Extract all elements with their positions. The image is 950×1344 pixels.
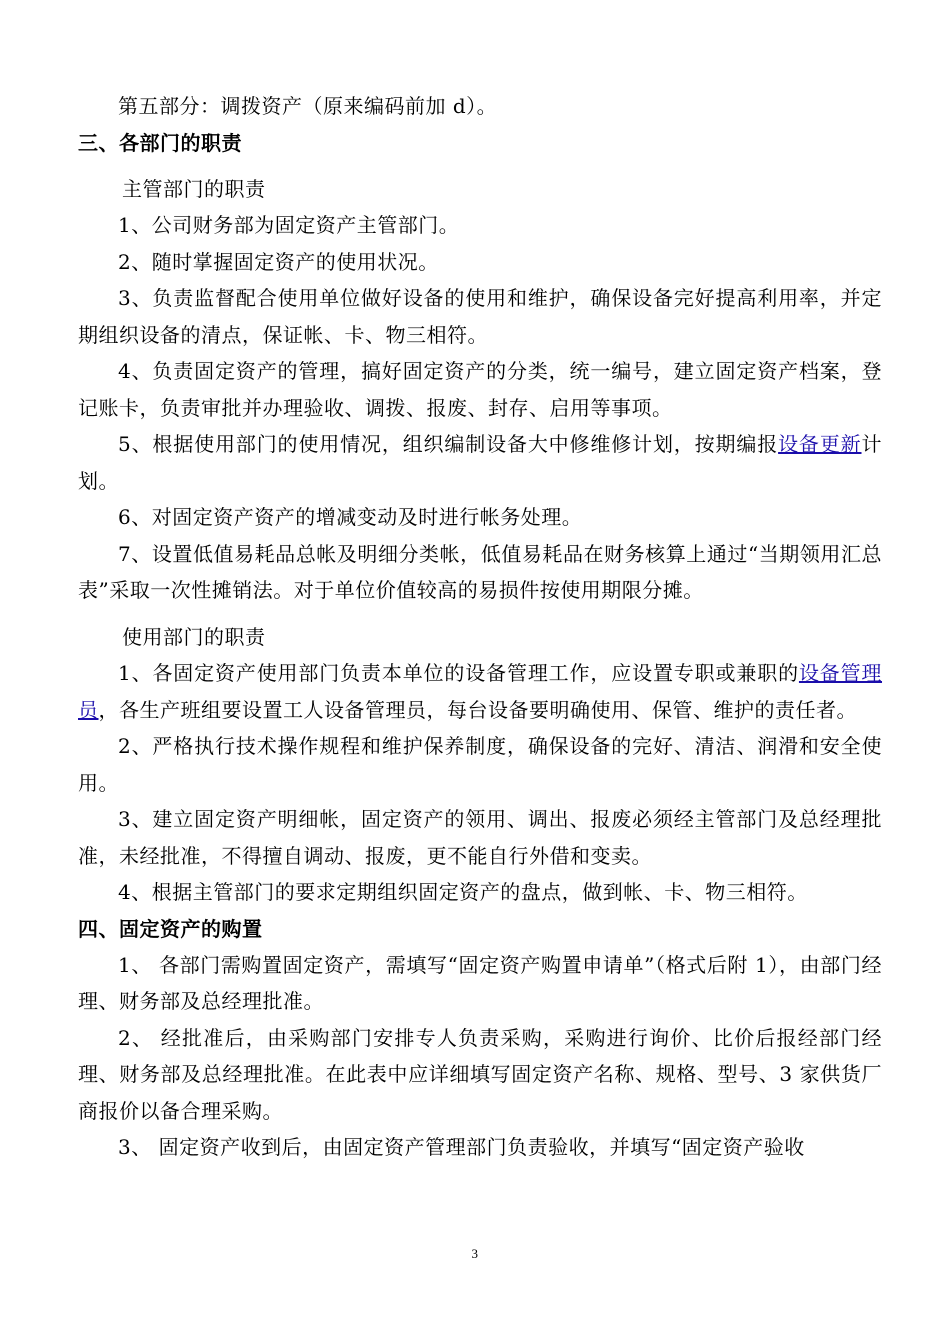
use-item-3: 3、建立固定资产明细帐，固定资产的领用、调出、报废必须经主管部门及总经理批准，未经批准，不得擅自调动、报废，更不能自行外借和变卖。 (78, 807, 882, 868)
paragraph-part5: 第五部分：调拨资产（原来编码前加 d）。 (118, 94, 498, 118)
main-item-1: 1、公司财务部为固定资产主管部门。 (118, 213, 460, 237)
section-heading-3: 三、各部门的职责 (78, 130, 242, 155)
main-item-5-text-b: 计划。 (78, 432, 882, 493)
use-item-1-text-a: 1、各固定资产使用部门负责本单位的设备管理工作，应设置专职或兼职的 (118, 661, 799, 685)
main-item-3: 3、负责监督配合使用单位做好设备的使用和维护，确保设备完好提高利用率，并定期组织设备的清点，保证帐、卡、物三相符。 (78, 286, 882, 347)
subheading-main-dept: 主管部门的职责 (122, 176, 266, 201)
main-item-2: 2、随时掌握固定资产的使用状况。 (118, 249, 439, 274)
equipment-update-link[interactable]: 设备更新 (778, 432, 862, 456)
use-item-2: 2、严格执行技术操作规程和维护保养制度，确保设备的完好、清洁、润滑和安全使用。 (78, 734, 882, 795)
use-item-1 (78, 655, 882, 728)
purchase-item-3: 3、 固定资产收到后，由固定资产管理部门负责验收，并填写“固定资产验收 (118, 1135, 805, 1159)
page-number: 3 (471, 1246, 479, 1261)
purchase-item-2: 2、 经批准后，由采购部门安排专人负责采购，采购进行询价、比价后报经部门经理、财务部及总经理批准。在此表中应详细填写固定资产名称、规格、型号、3 家供货厂商报价以备合理采购。 (78, 1025, 882, 1123)
use-item-1-text-b: ，各生产班组要设置工人设备管理员，每台设备要明确使用、保管、维护的责任者。 (98, 697, 857, 722)
purchase-item-1: 1、 各部门需购置固定资产，需填写“固定资产购置申请单”（格式后附 1），由部门经理、财务部及总经理批准。 (78, 952, 882, 1013)
equipment-manager-link[interactable]: 设备管理员 (78, 661, 883, 722)
use-item-4: 4、根据主管部门的要求定期组织固定资产的盘点，做到帐、卡、物三相符。 (118, 880, 808, 904)
subheading-use-dept: 使用部门的职责 (122, 624, 266, 649)
main-item-7: 7、设置低值易耗品总帐及明细分类帐，低值易耗品在财务核算上通过“当期领用汇总表”采取一次性摊销法。对于单位价值较高的易损件按使用期限分摊。 (78, 541, 882, 602)
main-item-5 (78, 426, 882, 499)
main-item-4: 4、负责固定资产的管理，搞好固定资产的分类，统一编号，建立固定资产档案，登记账卡，负责审批并办理验收、调拨、报废、封存、启用等事项。 (78, 359, 882, 420)
main-item-6: 6、对固定资产资产的增减变动及时进行帐务处理。 (118, 505, 583, 529)
section-heading-4: 四、固定资产的购置 (78, 916, 263, 941)
main-item-5-text-a: 5、根据使用部门的使用情况，组织编制设备大中修维修计划，按期编报 (118, 432, 779, 456)
